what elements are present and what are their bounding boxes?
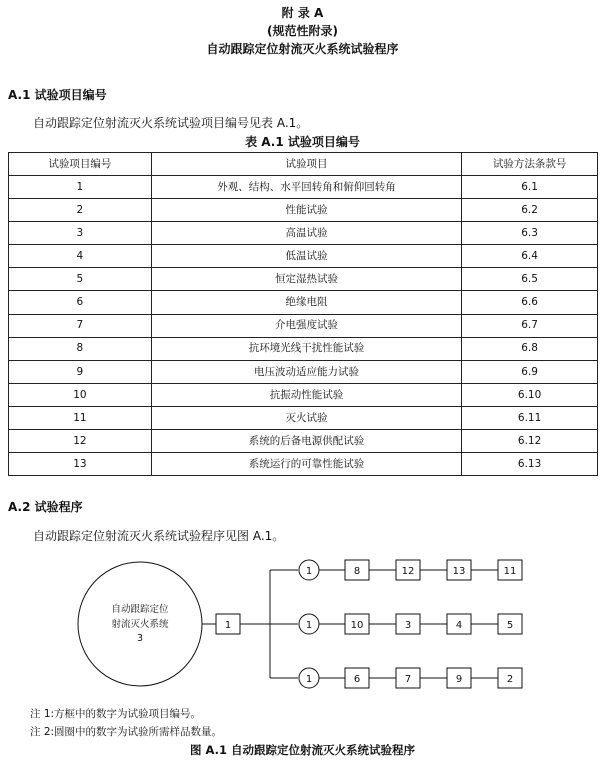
circle-count: 3	[136, 633, 144, 644]
table-cell: 12	[9, 430, 152, 453]
branch-count: 1	[305, 674, 313, 685]
section-a2-heading: A.2 试验程序	[8, 500, 83, 514]
box-label: 6	[353, 674, 361, 685]
branch-count: 1	[305, 566, 313, 577]
table-cell: 高温试验	[151, 222, 461, 245]
table-row	[9, 245, 598, 268]
table-cell: 6.10	[462, 383, 598, 406]
table-cell: 10	[9, 383, 152, 406]
table-cell: 6.13	[462, 453, 598, 476]
appendix-title: 附 录 A	[281, 6, 324, 20]
box-first-label: 1	[224, 620, 232, 631]
column-header: 试验方法条款号	[462, 153, 598, 176]
table-row	[9, 360, 598, 383]
table-cell: 系统的后备电源供配试验	[151, 430, 461, 453]
table-cell: 3	[9, 222, 152, 245]
appendix-main-title: 自动跟踪定位射流灭火系统试验程序	[206, 42, 399, 56]
branch-count: 1	[305, 620, 313, 631]
box-label: 12	[401, 566, 415, 577]
box-label: 11	[503, 566, 517, 577]
table-cell: 低温试验	[151, 245, 461, 268]
table-cell: 13	[9, 453, 152, 476]
box-label: 4	[455, 620, 463, 631]
table-cell: 1	[9, 176, 152, 199]
circle-label-line2: 射流灭火系统	[111, 619, 169, 630]
table-cell: 外观、结构、水平回转角和俯仰回转角	[151, 176, 461, 199]
table-cell: 2	[9, 199, 152, 222]
section-a2-text: 自动跟踪定位射流灭火系统试验程序见图 A.1。	[33, 529, 285, 543]
table-row	[9, 430, 598, 453]
table-cell: 6.8	[462, 337, 598, 360]
appendix-normative: (规范性附录)	[267, 24, 338, 38]
section-a1-heading: A.1 试验项目编号	[8, 88, 107, 102]
box-label: 10	[350, 620, 364, 631]
test-item-table	[8, 152, 598, 476]
table-cell: 6.3	[462, 222, 598, 245]
note-2: 注 2:圆圈中的数字为试验所需样品数量。	[30, 726, 223, 738]
table-cell: 5	[9, 268, 152, 291]
table-cell: 6.9	[462, 360, 598, 383]
figure-caption: 图 A.1 自动跟踪定位射流灭火系统试验程序	[190, 743, 415, 757]
table-row	[9, 199, 598, 222]
circle-label-line1: 自动跟踪定位	[111, 604, 169, 615]
section-a1-text: 自动跟踪定位射流灭火系统试验项目编号见表 A.1。	[33, 116, 309, 130]
column-header: 试验项目	[151, 153, 461, 176]
table-cell: 6.5	[462, 268, 598, 291]
table-cell: 9	[9, 360, 152, 383]
box-label: 2	[506, 674, 514, 685]
table-row	[9, 268, 598, 291]
box-label: 9	[455, 674, 463, 685]
table-cell: 抗环境光线干扰性能试验	[151, 337, 461, 360]
table-cell: 4	[9, 245, 152, 268]
table-row	[9, 222, 598, 245]
table-header-row	[9, 153, 598, 176]
note-1: 注 1:方框中的数字为试验项目编号。	[30, 708, 202, 720]
table-cell: 11	[9, 406, 152, 429]
table-cell: 绝缘电阻	[151, 291, 461, 314]
table-caption: 表 A.1 试验项目编号	[245, 135, 360, 149]
table-cell: 8	[9, 337, 152, 360]
box-label: 8	[353, 566, 361, 577]
table-cell: 电压波动适应能力试验	[151, 360, 461, 383]
table-row	[9, 337, 598, 360]
table-cell: 6.11	[462, 406, 598, 429]
table-cell: 6.6	[462, 291, 598, 314]
table-cell: 恒定湿热试验	[151, 268, 461, 291]
table-cell: 6	[9, 291, 152, 314]
box-label: 13	[452, 566, 466, 577]
test-procedure-diagram	[0, 548, 605, 700]
table-cell: 系统运行的可靠性能试验	[151, 453, 461, 476]
table-row	[9, 383, 598, 406]
box-label: 5	[506, 620, 514, 631]
table-row	[9, 314, 598, 337]
table-cell: 6.2	[462, 199, 598, 222]
table-cell: 6.7	[462, 314, 598, 337]
table-cell: 6.12	[462, 430, 598, 453]
table-row	[9, 406, 598, 429]
table-cell: 6.4	[462, 245, 598, 268]
table-cell: 介电强度试验	[151, 314, 461, 337]
table-cell: 性能试验	[151, 199, 461, 222]
box-label: 3	[404, 620, 412, 631]
table-cell: 7	[9, 314, 152, 337]
table-row	[9, 453, 598, 476]
box-label: 7	[404, 674, 412, 685]
table-row	[9, 291, 598, 314]
table-cell: 灭火试验	[151, 406, 461, 429]
table-cell: 抗振动性能试验	[151, 383, 461, 406]
column-header: 试验项目编号	[9, 153, 152, 176]
table-row	[9, 176, 598, 199]
table-cell: 6.1	[462, 176, 598, 199]
